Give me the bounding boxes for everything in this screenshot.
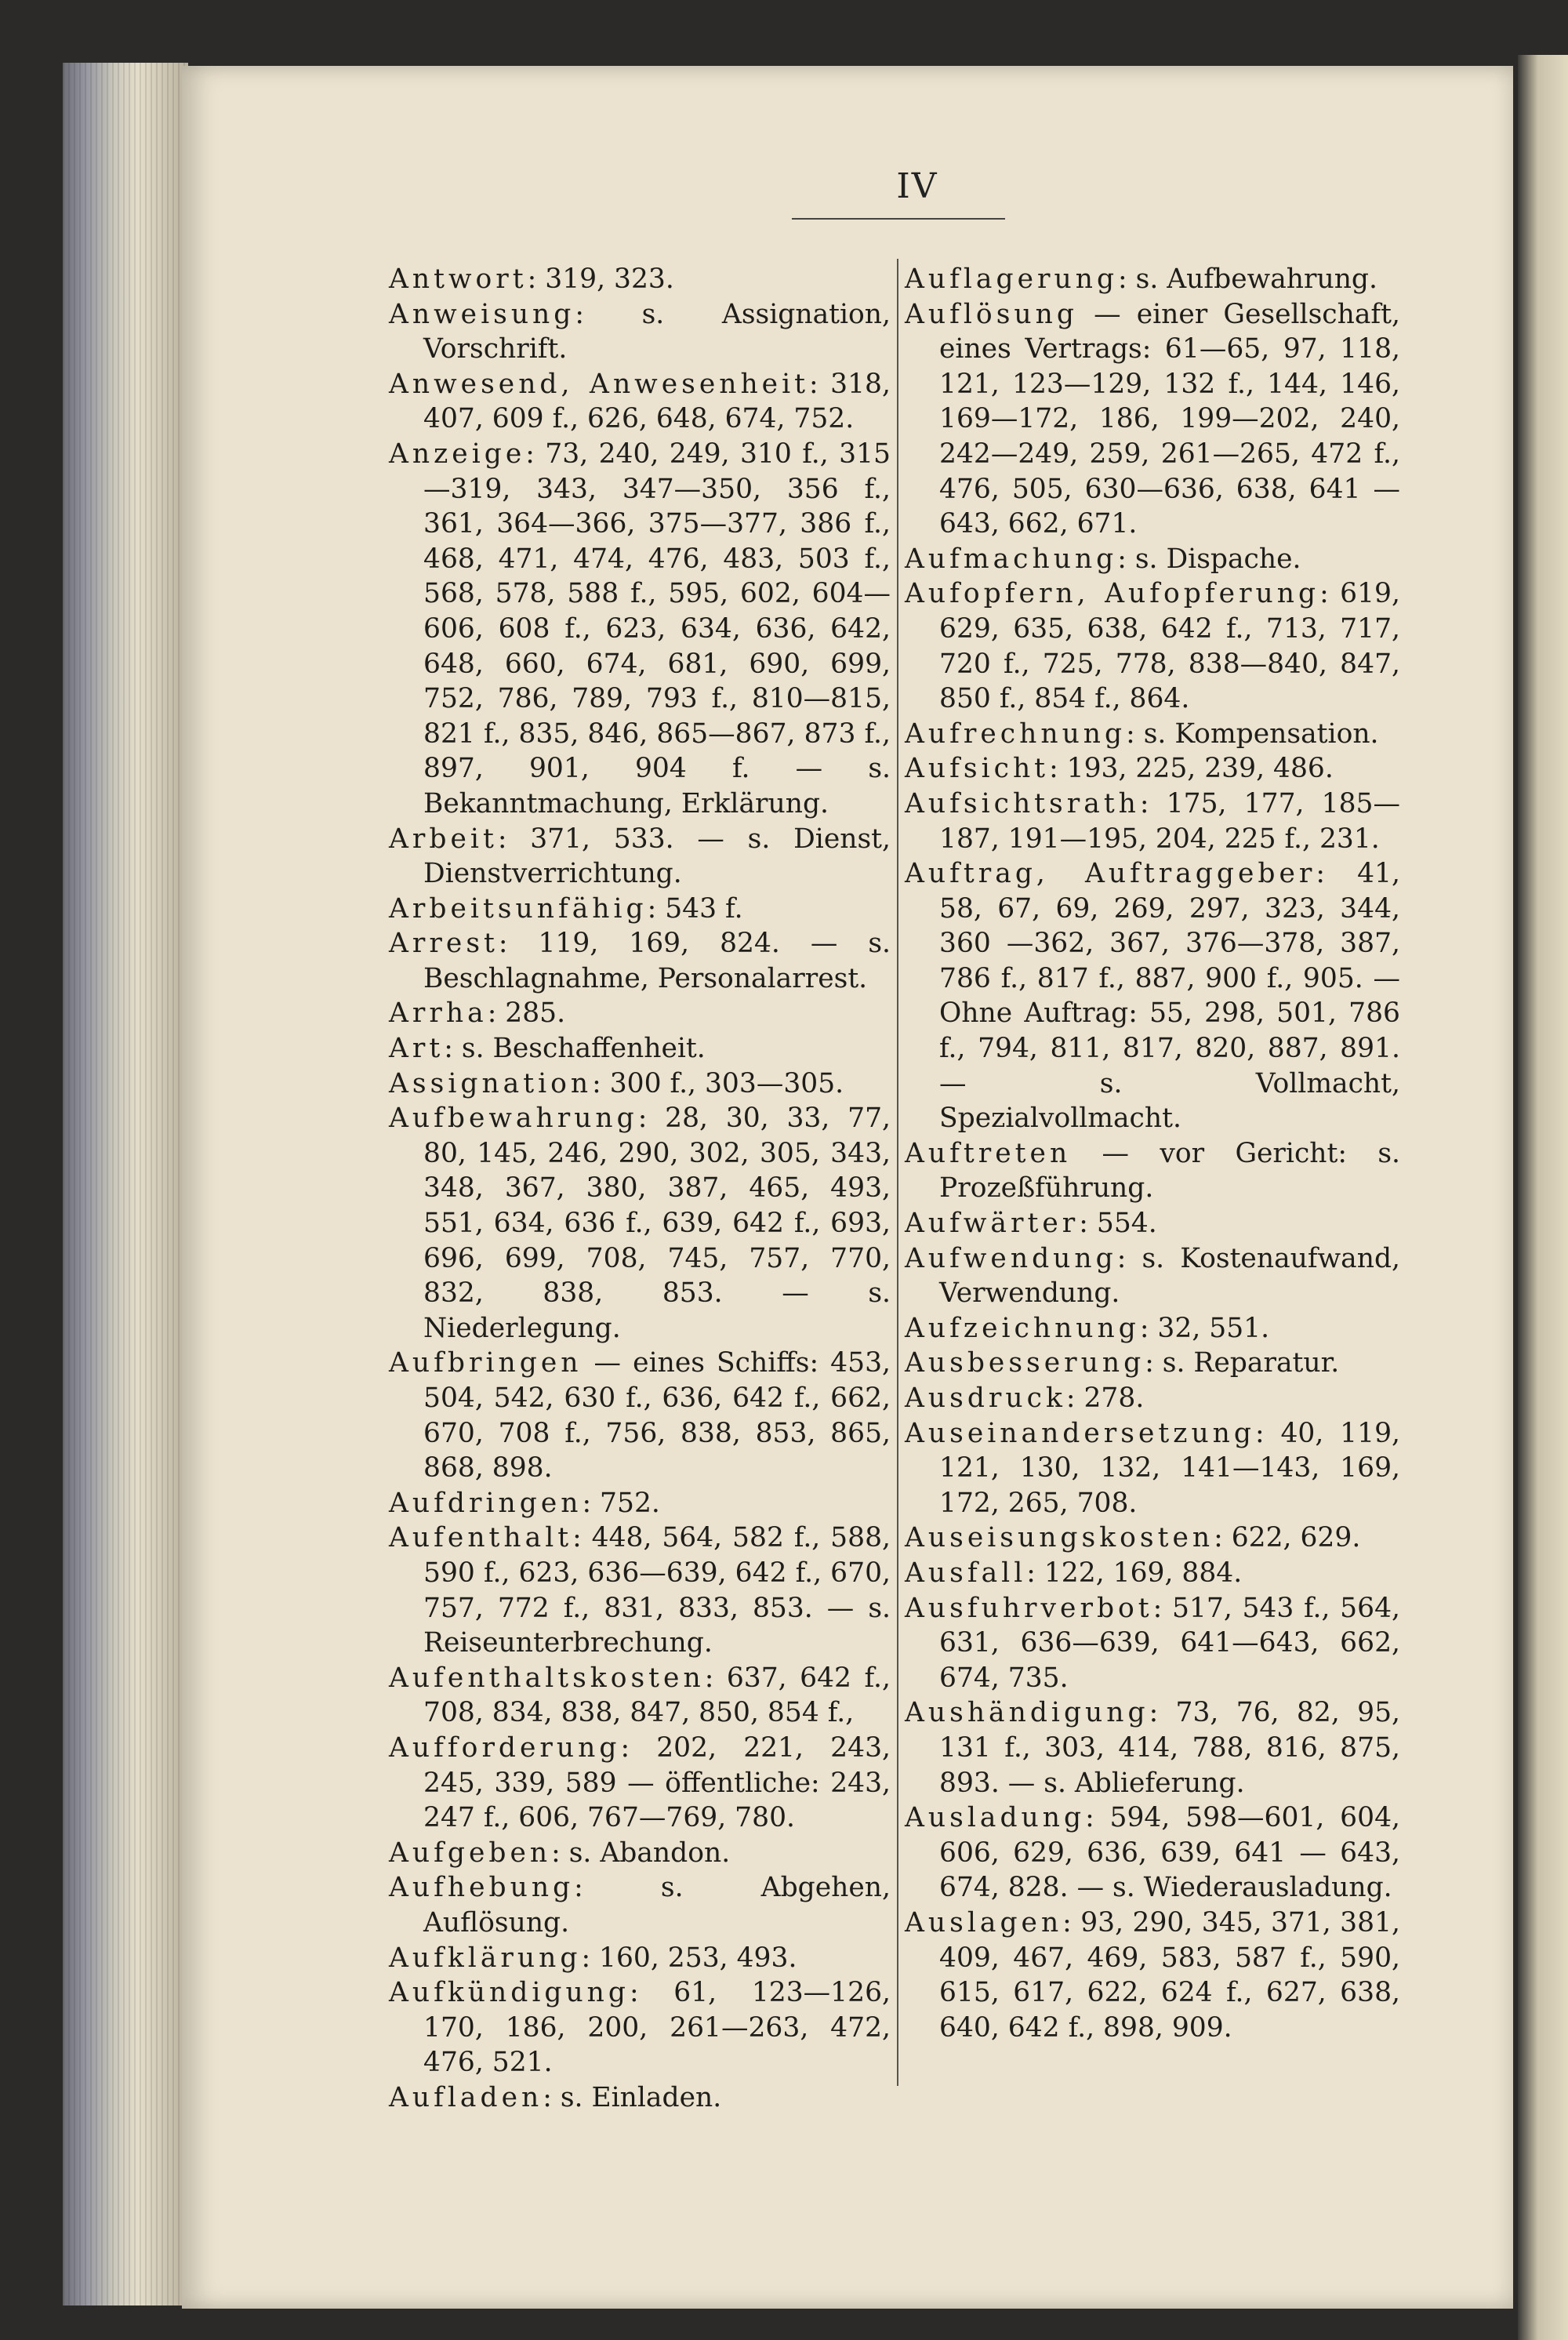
index-references: : 300 f., 303—305. [592, 1067, 844, 1099]
index-term: Ausladung [905, 1802, 1086, 1834]
index-term: Auseisungskosten [905, 1522, 1214, 1554]
index-entry [389, 1521, 891, 1660]
index-references: : s. Dispache. [1117, 543, 1301, 575]
index-entry [905, 1381, 1400, 1416]
index-entry [905, 576, 1400, 716]
index-term: Aufwendung [905, 1242, 1117, 1274]
index-term: Aufsichtsrath [905, 787, 1140, 819]
index-term: Anwesend, Anwesenheit [389, 368, 809, 400]
index-entry [905, 1311, 1400, 1346]
index-entry [389, 1101, 891, 1346]
index-term: Arrha [389, 997, 488, 1030]
index-entry [389, 822, 891, 892]
index-entry [905, 297, 1400, 542]
index-term: Aufenthalt [389, 1522, 573, 1554]
index-references: : s. Abandon. [551, 1837, 731, 1869]
index-entry [389, 1066, 891, 1102]
index-references: : 160, 253, 493. [581, 1942, 797, 1974]
index-entry [389, 926, 891, 996]
index-term: Aushändigung [905, 1697, 1149, 1729]
index-entry [389, 892, 891, 927]
index-term: Aufrechnung [905, 718, 1127, 750]
index-term: Aufopfern, Aufopferung [905, 578, 1320, 610]
index-entry [389, 1975, 891, 2080]
index-term: Aufklärung [389, 1942, 582, 1974]
index-term: Auftreten [905, 1137, 1072, 1169]
index-references: : s. Assignation, Vorschrift. [423, 298, 891, 365]
index-references: — einer Gesellschaft, eines Vertrags: 61—65, 97, 118, 121, 123—129, 132 f., 144, 146, 169—172, 186, 199—202, 240, 242—249, 259, 261—265, 472 f., 476, 505, 630—636, 638, 641 —643, 662, 671. [939, 298, 1400, 540]
index-entry [389, 1941, 891, 1976]
index-entry [905, 1906, 1400, 2045]
index-entry [905, 1241, 1400, 1311]
index-term: Art [389, 1033, 445, 1065]
index-entry [905, 1346, 1400, 1381]
index-term: Antwort [389, 263, 528, 295]
index-references: : 448, 564, 582 f., 588, 590 f., 623, 636—639, 642 f., 670, 757, 772 f., 831, 833, 853. — s. Reiseunterbrechung. [423, 1522, 891, 1659]
index-term: Aufdringen [389, 1487, 583, 1519]
index-references: : 278. [1065, 1383, 1145, 1414]
index-entry [905, 1591, 1400, 1696]
index-term: Aufwärter [905, 1208, 1080, 1240]
index-entry [905, 262, 1400, 297]
index-term: Ausdruck [905, 1383, 1066, 1414]
index-references: : 619, 629, 635, 638, 642 f., 713, 717, 720 f., 725, 778, 838—840, 847, 850 f., 854 f., 864. [939, 578, 1400, 715]
book-left-edge [63, 63, 188, 2305]
index-references: : 637, 642 f., 708, 834, 838, 847, 850, 854 f., [423, 1662, 891, 1729]
index-references: : s. Beschaffenheit. [444, 1033, 706, 1065]
index-term: Ausbesserung [905, 1347, 1145, 1379]
index-entry [389, 262, 891, 297]
index-term: Arbeitsunfähig [389, 892, 648, 925]
index-term: Ausfuhrverbot [905, 1592, 1153, 1624]
index-entry [905, 1136, 1400, 1206]
index-entry [905, 856, 1400, 1136]
index-term: Anweisung [389, 298, 575, 330]
index-references: : 61, 123—126, 170, 186, 200, 261—263, 472, 476, 521. [423, 1977, 891, 2079]
index-entry [905, 1695, 1400, 1800]
index-references: : 319, 323. [527, 263, 674, 295]
index-term: Aufbringen [389, 1347, 583, 1379]
index-term: Anzeige [389, 438, 526, 470]
index-entry [905, 1800, 1400, 1906]
index-entry [389, 367, 891, 437]
index-term: Aufbewahrung [389, 1103, 638, 1135]
index-references: : 175, 177, 185—187, 191—195, 204, 225 f., 231. [939, 787, 1400, 855]
index-term: Aufhebung [389, 1872, 575, 1904]
index-entry [389, 437, 891, 822]
index-references: : 119, 169, 824. — s. Beschlagnahme, Personalarrest. [423, 928, 891, 994]
index-references: : 193, 225, 239, 486. [1049, 753, 1334, 785]
index-references: : s. Kostenaufwand, Verwendung. [939, 1242, 1400, 1310]
index-references: : 202, 221, 243, 245, 339, 589 — öffentliche: 243, 247 f., 606, 767—769, 780. [423, 1731, 891, 1834]
index-term: Aufforderung [389, 1731, 621, 1764]
header-rule [792, 218, 1005, 220]
index-term: Auftrag, Auftraggeber [905, 858, 1316, 890]
index-entry [389, 297, 891, 367]
index-term: Aufgeben [389, 1837, 552, 1869]
index-entry [389, 1486, 891, 1521]
index-references: : 622, 629. [1214, 1522, 1361, 1554]
index-term: Aufkündigung [389, 1977, 630, 2009]
next-page-edge [1518, 55, 1568, 2340]
index-references: : s. Aufbewahrung. [1118, 263, 1377, 295]
index-references: : 73, 240, 249, 310 f., 315—319, 343, 347—350, 356 f., 361, 364—366, 375—377, 386 f., 468, 471, 474, 476, 483, 503 f., 568, 578, 588 f., 595, 602, 604—606, 608 f., 623, 634, 636, 642, 648, 660, 674, 681, 690, 699, 752, 786, 789, 793 f., 810—815, 821 f., 835, 846, 865—867, 873 f., 897, 901, 904 f. — s. Bekanntmachung, Erklärung. [423, 438, 891, 819]
index-references: : 41, 58, 67, 69, 269, 297, 323, 344, 360 —362, 367, 376—378, 387, 786 f., 817 f., 887, 900 f., 905. — Ohne Auftrag: 55, 298, 501, 786 f., 794, 811, 817, 820, 887, 891. — s. Vollmacht, Spezialvollmacht. [939, 858, 1400, 1135]
index-term: Aufzeichnung [905, 1312, 1140, 1344]
index-references: : 371, 533. — s. Dienst, Dienstverrichtung. [423, 823, 891, 890]
index-entry [905, 542, 1400, 577]
index-term: Auseinandersetzung [905, 1417, 1255, 1449]
index-references: : 554. [1079, 1208, 1157, 1240]
index-references: : 32, 551. [1139, 1312, 1270, 1344]
index-references: : 752. [582, 1487, 660, 1519]
index-term: Assignation [389, 1067, 593, 1099]
index-references: : 543 f. [647, 892, 743, 925]
index-entry [389, 1870, 891, 1940]
index-entry [389, 2080, 891, 2116]
page-number: IV [896, 166, 938, 206]
index-references: : 73, 76, 82, 95, 131 f., 303, 414, 788, 816, 875, 893. — s. Ablieferung. [939, 1697, 1400, 1799]
index-entry [389, 1346, 891, 1485]
index-references: : 40, 119, 121, 130, 132, 141—143, 169, 172, 265, 708. [939, 1417, 1400, 1519]
index-entry [905, 751, 1400, 787]
index-references: : 28, 30, 33, 77, 80, 145, 246, 290, 302, 305, 343, 348, 367, 380, 387, 465, 493, 551, 634, 636 f., 639, 642 f., 693, 696, 699, 708, 745, 757, 770, 832, 838, 853. — s. Niederlegung. [423, 1103, 891, 1344]
index-entry [389, 1731, 891, 1836]
index-entry [905, 1206, 1400, 1241]
index-term: Auflagerung [905, 263, 1119, 295]
index-entry [389, 1031, 891, 1066]
index-term: Aufenthaltskosten [389, 1662, 705, 1694]
column-divider [897, 259, 898, 2086]
index-term: Aufladen [389, 2081, 543, 2113]
index-references: : 122, 169, 884. [1026, 1557, 1243, 1589]
index-references: : s. Kompensation. [1126, 718, 1379, 750]
index-references: : 517, 543 f., 564, 631, 636—639, 641—643, 662, 674, 735. [939, 1592, 1400, 1694]
index-references: — eines Schiffs: 453, 504, 542, 630 f., 636, 642 f., 662, 670, 708 f., 756, 838, 853, 865, 868, 898. [423, 1347, 891, 1484]
index-references: : s. Abgehen, Auflösung. [423, 1872, 891, 1938]
index-references: : s. Reparatur. [1145, 1347, 1340, 1379]
index-references: : 93, 290, 345, 371, 381, 409, 467, 469, 583, 587 f., 590, 615, 617, 622, 624 f., 627, 638, 640, 642 f., 898, 909. [939, 1906, 1400, 2044]
index-references: : s. Einladen. [543, 2081, 722, 2113]
index-entry [905, 1521, 1400, 1556]
index-entry [389, 1661, 891, 1731]
index-term: Auslagen [905, 1906, 1063, 1938]
index-entry [905, 1416, 1400, 1521]
index-term: Aufmachung [905, 543, 1118, 575]
index-entry [389, 996, 891, 1031]
index-term: Arrest [389, 928, 499, 960]
index-entry [905, 717, 1400, 752]
index-references: : 594, 598—601, 604, 606, 629, 636, 639, 641 — 643, 674, 828. — s. Wiederausladung. [939, 1802, 1400, 1904]
index-column-right [905, 262, 1400, 2045]
index-references: : 318, 407, 609 f., 626, 648, 674, 752. [423, 368, 891, 435]
index-entry [389, 1836, 891, 1871]
index-column-left [389, 262, 891, 2115]
index-term: Ausfall [905, 1557, 1027, 1589]
index-references: — vor Gericht: s. Prozeßführung. [939, 1137, 1400, 1205]
index-term: Aufsicht [905, 753, 1050, 785]
index-entry [905, 1556, 1400, 1591]
index-term: Arbeit [389, 823, 498, 855]
index-references: : 285. [487, 997, 566, 1030]
index-term: Auflösung [905, 298, 1078, 330]
index-entry [905, 787, 1400, 856]
